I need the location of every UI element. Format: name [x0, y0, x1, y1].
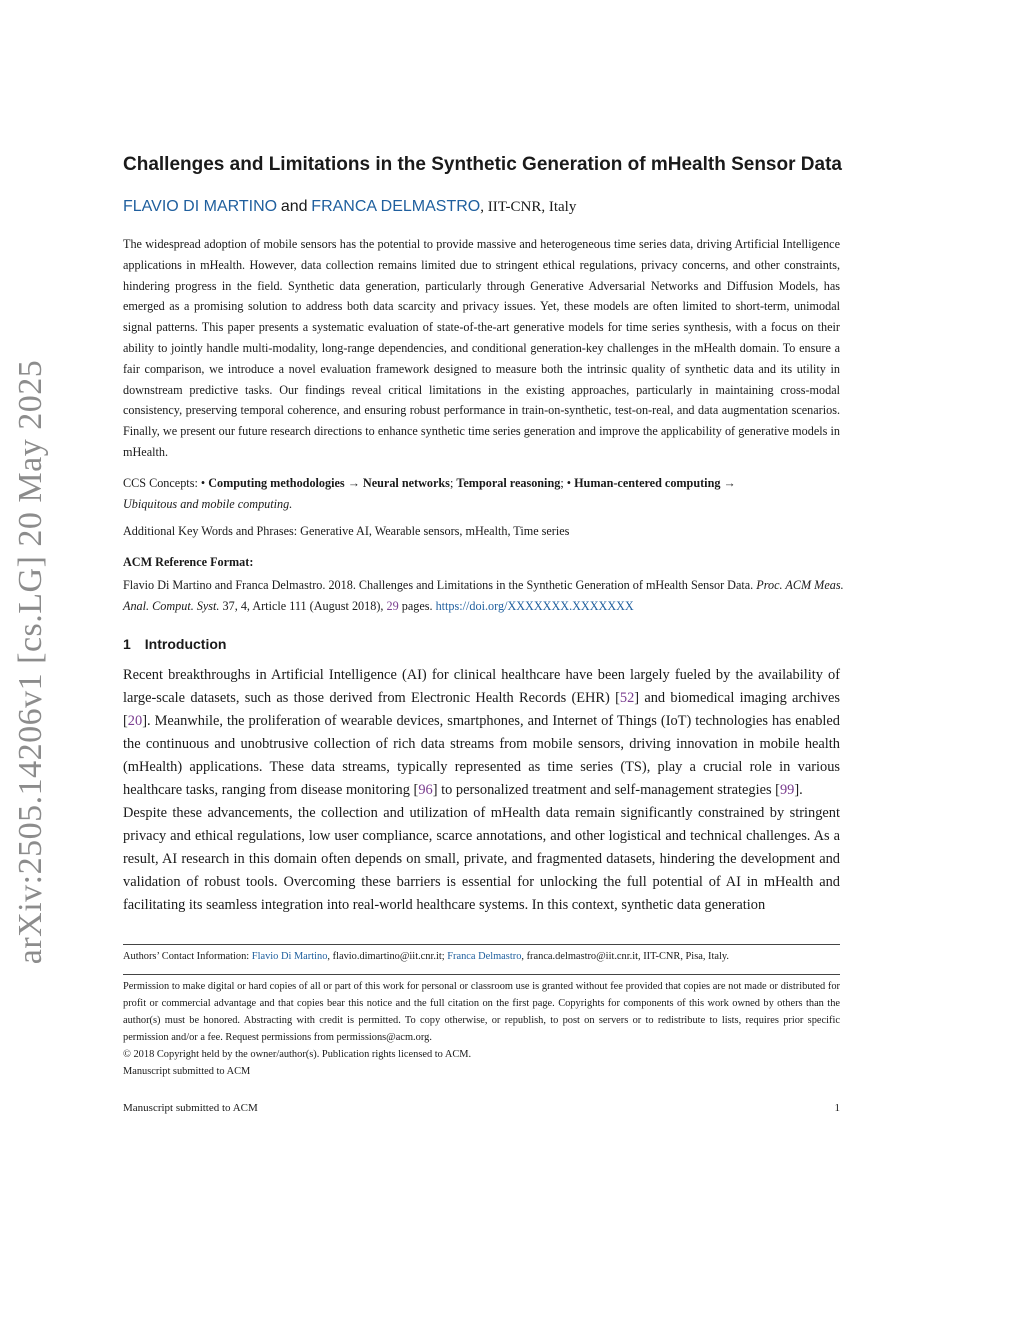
text-run: Recent breakthroughs in Artificial Intelligence (AI) for clinical healthcare have been largely fueled by the availability of large-scale datasets, such as those derived from Electronic Health Records (EHR) [ [123, 667, 840, 706]
ccs-label: CCS Concepts: • [123, 476, 209, 490]
contact-label: Authors’ Contact Information: [123, 951, 252, 962]
copyright-line: © 2018 Copyright held by the owner/author(s). Publication rights licensed to ACM. [123, 1049, 472, 1060]
arxiv-stamp: arXiv:2505.14206v1 [cs.LG] 20 May 2025 [12, 359, 49, 965]
footnote-divider [123, 944, 840, 945]
acm-reference-heading: ACM Reference Format: [123, 555, 254, 569]
ccs-separator: ; • [560, 476, 575, 490]
doi-link[interactable]: https://doi.org/XXXXXXX.XXXXXXX [435, 599, 634, 613]
running-footer [123, 1102, 840, 1114]
ccs-concepts [123, 473, 840, 515]
author-link-1[interactable]: FLAVIO DI MARTINO [123, 198, 278, 215]
permission-divider [123, 974, 840, 975]
author-link-2[interactable]: FRANCA DELMASTRO [311, 198, 481, 215]
author-line [123, 198, 576, 216]
contact-email-1: , flavio.dimartino@iit.cnr.it; [327, 951, 448, 962]
contact-information [123, 948, 840, 965]
pages-suffix: pages. [398, 599, 436, 613]
keywords: Additional Key Words and Phrases: Generative AI, Wearable sensors, mHealth, Time series [123, 524, 570, 538]
footer-venue: Manuscript submitted to ACM [123, 1102, 258, 1114]
paper-title: Challenges and Limitations in the Synthetic Generation of mHealth Sensor Data [123, 154, 842, 175]
journal-name: Proc. ACM Meas. Anal. Comput. Syst. [123, 578, 844, 613]
paragraph: Despite these advancements, the collection and utilization of mHealth data remain significantly constrained by stringent privacy and ethical regulations, low user compliance, scarce annotations, and other logistical and technical challenges. As a result, AI research in this domain often depends on small, private, and fragmented datasets, hindering the development and validation of robust tools. Overcoming these barriers is essential for unlocking the full potential of AI in mHealth and facilitating its seamless integration into real-world healthcare systems. In this context, synthetic data generation [123, 805, 840, 913]
citation-link[interactable]: 99 [779, 782, 795, 798]
ccs-concept-1: Computing methodologies → Neural networks [208, 476, 450, 490]
author-conjunction: and [280, 198, 308, 215]
paragraph [123, 664, 840, 802]
text-run: ] and biomedical imaging archives [ [123, 690, 840, 729]
reference-text: Flavio Di Martino and Franca Delmastro. 2018. Challenges and Limitations in the Synthetic Generation of mHealth Sensor Data. [123, 578, 757, 592]
acm-reference [123, 575, 845, 617]
ccs-separator: ; [449, 476, 457, 490]
section-title: Introduction [144, 636, 227, 652]
text-run: ]. [794, 782, 803, 798]
author-contact-link-2[interactable]: Franca Delmastro [447, 951, 522, 962]
introduction-body [123, 664, 840, 917]
ccs-concept-3: Human-centered computing → [574, 476, 736, 490]
manuscript-note: Manuscript submitted to ACM [123, 1066, 251, 1077]
author-contact-link-1[interactable]: Flavio Di Martino [251, 951, 328, 962]
reference-details: 37, 4, Article 111 (August 2018), [219, 599, 387, 613]
permission-text: Permission to make digital or hard copies of all or part of this work for personal or classroom use is granted without fee provided that copies are not made or distributed for profit or commercial advantage and that copies bear this notice and the full citation on the first page. Copyrights for components of this work owned by others than the author(s) must be honored. Abstracting with credit is permitted. To copy otherwise, or republish, to post on servers or to redistribute to lists, requires prior specific permission and/or a fee. Request permissions from permissions@acm.org. [123, 981, 840, 1043]
section-heading [123, 636, 226, 652]
ccs-concept-4: Ubiquitous and mobile computing. [123, 497, 293, 511]
page-number: 1 [834, 1102, 840, 1114]
text-run: ] to personalized treatment and self-management strategies [ [432, 782, 780, 798]
abstract: The widespread adoption of mobile sensors has the potential to provide massive and heterogeneous time series data, driving Artificial Intelligence applications in mHealth. However, data collection remains limited due to stringent ethical regulations, privacy concerns, and other constraints, hindering progress in the field. Synthetic data generation, particularly through Generative Adversarial Networks and Diffusion Models, has emerged as a promising solution to address both data scarcity and privacy issues. Yet, these models are often limited to short-term, unimodal signal patterns. This paper presents a systematic evaluation of state-of-the-art generative models for time series synthesis, with a focus on their ability to jointly handle multi-modality, long-range dependencies, and conditional generation-key challenges in the mHealth domain. To ensure a fair comparison, we introduce a novel evaluation framework designed to measure both the intrinsic quality of synthetic data and its utility in downstream predictive tasks. Our findings reveal critical limitations in the existing approaches, particularly in maintaining cross-modal consistency, preserving temporal coherence, and ensuring robust performance in train-on-synthetic, test-on-real, and data augmentation scenarios. Finally, we present our future research directions to enhance synthetic time series generation and improve the applicability of generative models in mHealth. [123, 237, 840, 459]
affiliation: , IIT-CNR, Italy [480, 199, 577, 215]
permission-notice [123, 978, 840, 1080]
citation-link[interactable]: 96 [418, 782, 433, 798]
section-number: 1 [123, 636, 131, 652]
text-run: ]. Meanwhile, the proliferation of wearable devices, smartphones, and Internet of Things (IoT) technologies has enabled the continuous and unobtrusive collection of rich data streams from mobile sensors, driving innovation in mobile health (mHealth) applications. These data streams, typically represented as time series (TS), play a crucial role in various healthcare tasks, ranging from disease monitoring [ [123, 713, 840, 798]
contact-email-2: , franca.delmastro@iit.cnr.it, IIT-CNR, Pisa, Italy. [521, 951, 730, 962]
citation-link[interactable]: 20 [127, 713, 143, 729]
citation-link[interactable]: 52 [619, 690, 635, 706]
ccs-concept-2: Temporal reasoning [456, 476, 561, 490]
page-count-link[interactable]: 29 [386, 599, 399, 613]
